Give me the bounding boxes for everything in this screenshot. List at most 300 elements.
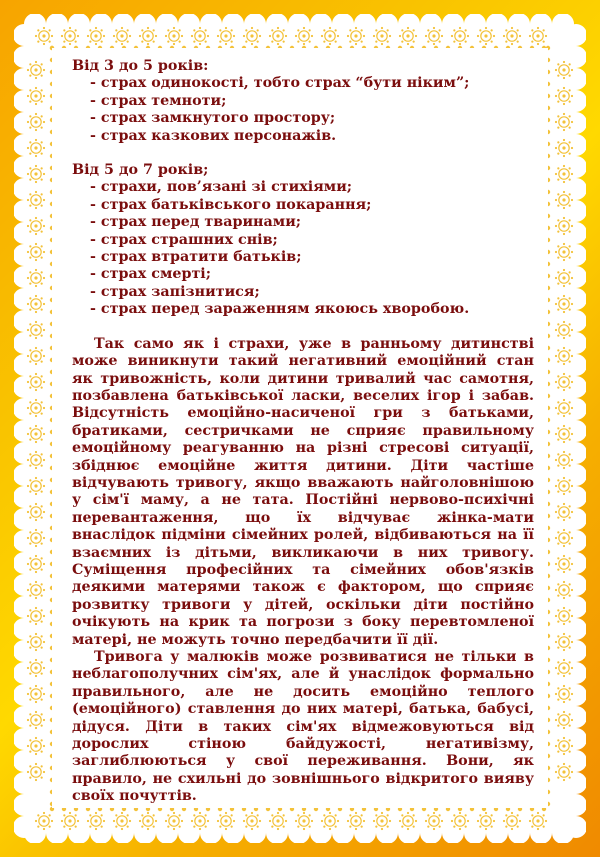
lace-dot	[569, 713, 571, 715]
lace-dot	[323, 41, 325, 43]
lace-dot	[309, 826, 311, 828]
lace-dot	[35, 217, 37, 219]
lace-dot	[555, 303, 557, 305]
lace-dot	[401, 826, 403, 828]
lace-dot	[557, 621, 559, 623]
lace-dot	[271, 29, 273, 31]
paragraph-anxiety: Так само як і страхи, уже в ранньому дитинстві може виникнути такий негативний емоційний стан як тривожність, коли дитини тривалий час самотня, позбавлена батьківської ласки, веселих ігор і забав. Відсутність емоційно-насиченої гри з батьками, братиками, сестричками не сприяє правильному емоційному реагуванню на різні стресові ситуації, збіднює емоційне життя дитини. Діти частіше відчувають тривогу, якщо вважають найголовнішою у сім'ї маму, а не тата. Постійні нервово-психічні перевантаження, що їх відчуває жінка-мати внаслідок підміни сімейних ролей, відбиваються на її взаємних із дітьми, викликаючи в них тривогу. Суміщення професійних та сімейних обов'язків деякими матерями також є фактором, що сприяє розвитку тривоги у дітей, оскільки діти постійно очікують на крик та погрози з боку перевтомленої матері, не можуть точно передбачити її дії.	[72, 335, 534, 648]
lace-dot	[563, 165, 565, 167]
lace-dot	[127, 826, 129, 828]
lace-dot	[35, 243, 37, 245]
lace-dot	[465, 29, 467, 31]
lace-dot	[41, 583, 43, 585]
lace-dot	[557, 725, 559, 727]
lace-dot	[77, 35, 79, 37]
lace-dot	[27, 615, 29, 617]
lace-dot	[285, 820, 287, 822]
lace-dot	[29, 75, 31, 77]
lace-dot	[35, 441, 37, 443]
lace-eyelet-center	[406, 819, 409, 822]
lace-dot	[563, 77, 565, 79]
lace-dot	[413, 41, 415, 43]
lace-dot	[121, 27, 123, 29]
lace-dot	[27, 719, 29, 721]
lace-eyelet-center	[34, 250, 37, 253]
lace-dot	[271, 826, 273, 828]
lace-dot	[511, 27, 513, 29]
lace-dot	[557, 569, 559, 571]
lace-dot	[27, 147, 29, 149]
lace-dot	[491, 29, 493, 31]
lace-dot	[569, 479, 571, 481]
lace-dot	[41, 387, 43, 389]
lace-dot	[225, 43, 227, 45]
lace-dot	[35, 571, 37, 573]
lace-dot	[361, 814, 363, 816]
lace-dot	[43, 407, 45, 409]
lace-dot	[29, 127, 31, 129]
lace-dot	[303, 828, 305, 830]
lace-scallop	[112, 14, 134, 35]
lace-dot	[569, 141, 571, 143]
lace-scallop	[442, 14, 464, 35]
lace-dot	[41, 777, 43, 779]
lace-eyelet-center	[562, 354, 565, 357]
lace-dot	[35, 87, 37, 89]
lace-dot	[155, 820, 157, 822]
lace-dot	[569, 283, 571, 285]
lace-eyelet-center	[34, 354, 37, 357]
lace-dot	[563, 477, 565, 479]
lace-dot	[35, 529, 37, 531]
lace-dot	[563, 503, 565, 505]
lace-scallop	[14, 68, 35, 90]
lace-dot	[35, 763, 37, 765]
lace-dot	[569, 673, 571, 675]
lace-dot	[557, 765, 559, 767]
lace-eyelet-center	[34, 588, 37, 591]
lace-dot	[29, 89, 31, 91]
lace-dot	[35, 737, 37, 739]
lace-dot	[35, 191, 37, 193]
lace-dot	[453, 826, 455, 828]
lace-eyelet-center	[562, 406, 565, 409]
lace-dot	[35, 139, 37, 141]
lace-dot	[29, 647, 31, 649]
lace-dot	[41, 297, 43, 299]
lace-dot	[27, 589, 29, 591]
lace-eyelet-center	[562, 588, 565, 591]
lace-dot	[569, 699, 571, 701]
lace-scallop	[310, 822, 332, 843]
lace-dot	[485, 828, 487, 830]
lace-dot	[505, 41, 507, 43]
lace-dot	[35, 207, 37, 209]
lace-dot	[231, 826, 233, 828]
lace-dot	[231, 29, 233, 31]
lace-dot	[453, 814, 455, 816]
lace-dot	[283, 29, 285, 31]
lace-dot	[479, 814, 481, 816]
lace-dot	[245, 29, 247, 31]
lace-dot	[297, 29, 299, 31]
lace-dot	[503, 35, 505, 37]
lace-dot	[41, 193, 43, 195]
lace-scallop	[14, 794, 35, 816]
lace-dot	[295, 35, 297, 37]
lace-dot	[29, 439, 31, 441]
lace-dot	[35, 233, 37, 235]
list-item: - страх перед зараженням якоюсь хворобою.	[90, 301, 470, 318]
lace-dot	[563, 649, 565, 651]
lace-dot	[41, 609, 43, 611]
lace-dot	[269, 820, 271, 822]
lace-dot	[557, 75, 559, 77]
lace-dot	[41, 569, 43, 571]
lace-dot	[555, 199, 557, 201]
lace-eyelet-center	[562, 614, 565, 617]
lace-dot	[43, 563, 45, 565]
age-section-3-5	[72, 58, 534, 145]
lace-dot	[557, 439, 559, 441]
lace-dot	[41, 219, 43, 221]
lace-dot	[563, 529, 565, 531]
lace-scallop	[156, 822, 178, 843]
lace-dot	[569, 309, 571, 311]
lace-dot	[569, 401, 571, 403]
lace-dot	[277, 828, 279, 830]
lace-dot	[41, 361, 43, 363]
lace-dot	[557, 167, 559, 169]
lace-dot	[543, 29, 545, 31]
lace-dot	[35, 753, 37, 755]
lace-dot	[193, 29, 195, 31]
lace-dot	[27, 511, 29, 513]
lace-dot	[75, 29, 77, 31]
lace-dot	[41, 283, 43, 285]
lace-eyelet-center	[562, 432, 565, 435]
lace-eyelet-center	[34, 666, 37, 669]
lace-dot	[557, 271, 559, 273]
lace-dot	[303, 27, 305, 29]
lace-dot	[451, 35, 453, 37]
lace-dot	[401, 41, 403, 43]
lace-dot	[245, 826, 247, 828]
lace-dot	[41, 101, 43, 103]
lace-dot	[101, 826, 103, 828]
lace-dot	[555, 459, 557, 461]
lace-dot	[557, 101, 559, 103]
lace-eyelet-center	[34, 120, 37, 123]
lace-dot	[141, 41, 143, 43]
lace-eyelet-center	[276, 819, 279, 822]
lace-dot	[35, 295, 37, 297]
lace-dot	[563, 217, 565, 219]
lace-dot	[259, 820, 261, 822]
lace-eyelet-center	[172, 819, 175, 822]
lace-dot	[129, 35, 131, 37]
lace-dot	[569, 777, 571, 779]
lace-scallop	[14, 618, 35, 640]
lace-scallop	[354, 822, 376, 843]
list-item: - страх втратити батьків;	[90, 249, 302, 266]
lace-dot	[35, 493, 37, 495]
lace-dot	[563, 555, 565, 557]
lace-dot	[555, 485, 557, 487]
lace-dot	[563, 545, 565, 547]
lace-scallop	[508, 822, 530, 843]
lace-dot	[555, 121, 557, 123]
lace-dot	[571, 485, 573, 487]
lace-dot	[35, 77, 37, 79]
lace-dot	[425, 35, 427, 37]
lace-dot	[569, 413, 571, 415]
lace-scallop	[222, 822, 244, 843]
lace-dot	[29, 517, 31, 519]
lace-dot	[555, 641, 557, 643]
lace-dot	[103, 35, 105, 37]
lace-dot	[35, 451, 37, 453]
lace-dot	[29, 739, 31, 741]
lace-dot	[43, 27, 45, 29]
lace-dot	[89, 29, 91, 31]
lace-eyelet-center	[34, 328, 37, 331]
lace-scallop	[14, 398, 35, 420]
lace-dot	[199, 43, 201, 45]
lace-dot	[563, 415, 565, 417]
lace-dot	[557, 491, 559, 493]
lace-dot	[49, 41, 51, 43]
lace-dot	[29, 297, 31, 299]
lace-dot	[41, 153, 43, 155]
lace-dot	[219, 41, 221, 43]
lace-dot	[115, 29, 117, 31]
lace-dot	[373, 35, 375, 37]
lace-dot	[571, 69, 573, 71]
lace-dot	[129, 820, 131, 822]
lace-dot	[193, 814, 195, 816]
lace-dot	[555, 433, 557, 435]
lace-dot	[303, 812, 305, 814]
lace-dot	[571, 277, 573, 279]
lace-dot	[355, 828, 357, 830]
fear-list	[72, 179, 534, 318]
lace-dot	[467, 820, 469, 822]
lace-dot	[29, 375, 31, 377]
lace-dot	[191, 820, 193, 822]
lace-dot	[257, 826, 259, 828]
lace-dot	[35, 61, 37, 63]
lace-dot	[193, 41, 195, 43]
lace-dot	[563, 623, 565, 625]
lace-dot	[505, 826, 507, 828]
lace-scallop	[222, 14, 244, 35]
lace-dot	[557, 179, 559, 181]
lace-dot	[571, 563, 573, 565]
lace-dot	[147, 27, 149, 29]
lace-dot	[243, 35, 245, 37]
lace-dot	[563, 61, 565, 63]
lace-eyelet-center	[562, 380, 565, 383]
lace-dot	[569, 297, 571, 299]
lace-dot	[569, 231, 571, 233]
lace-dot	[41, 335, 43, 337]
lace-dot	[43, 381, 45, 383]
lace-dot	[519, 35, 521, 37]
lace-dot	[75, 41, 77, 43]
lace-eyelet-center	[34, 640, 37, 643]
list-item: - страх темноти;	[90, 92, 227, 109]
lace-dot	[555, 69, 557, 71]
lace-dot	[27, 69, 29, 71]
lace-dot	[571, 329, 573, 331]
lace-scallop	[46, 14, 68, 35]
lace-dot	[323, 814, 325, 816]
lace-dot	[41, 465, 43, 467]
lace-dot	[569, 491, 571, 493]
lace-dot	[193, 826, 195, 828]
lace-dot	[35, 285, 37, 287]
lace-dot	[29, 765, 31, 767]
lace-dot	[363, 35, 365, 37]
lace-dot	[545, 820, 547, 822]
lace-scallop	[14, 728, 35, 750]
lace-eyelet-center	[198, 34, 201, 37]
lace-dot	[479, 41, 481, 43]
lace-dot	[95, 43, 97, 45]
lace-scallop	[565, 310, 586, 332]
lace-dot	[35, 659, 37, 661]
lace-dot	[205, 814, 207, 816]
lace-eyelet-center	[224, 34, 227, 37]
lace-dot	[35, 269, 37, 271]
lace-dot	[173, 828, 175, 830]
lace-dot	[563, 347, 565, 349]
lace-dot	[41, 127, 43, 129]
lace-dot	[569, 63, 571, 65]
lace-scallop	[14, 596, 35, 618]
lace-eyelet-center	[34, 458, 37, 461]
lace-dot	[563, 571, 565, 573]
lace-dot	[41, 751, 43, 753]
lace-dot	[43, 828, 45, 830]
lace-dot	[179, 41, 181, 43]
lace-dot	[557, 193, 559, 195]
lace-scallop	[398, 822, 420, 843]
lace-dot	[35, 701, 37, 703]
lace-dot	[27, 563, 29, 565]
lace-dot	[43, 355, 45, 357]
lace-eyelet-center	[34, 744, 37, 747]
lace-eyelet-center	[562, 328, 565, 331]
lace-dot	[569, 271, 571, 273]
lace-dot	[41, 713, 43, 715]
lace-dot	[95, 828, 97, 830]
lace-dot	[219, 814, 221, 816]
lace-dot	[555, 511, 557, 513]
lace-dot	[115, 814, 117, 816]
lace-dot	[571, 771, 573, 773]
lace-dot	[225, 812, 227, 814]
lace-eyelet-center	[42, 34, 45, 37]
lace-dot	[27, 121, 29, 123]
lace-dot	[389, 820, 391, 822]
lace-dot	[63, 41, 65, 43]
lace-dot	[555, 745, 557, 747]
lace-dot	[29, 453, 31, 455]
lace-dot	[557, 673, 559, 675]
lace-dot	[41, 141, 43, 143]
lace-scallop	[354, 14, 376, 35]
lace-dot	[43, 745, 45, 747]
list-item: - страх батьківського покарання;	[90, 196, 372, 213]
lace-scallop	[266, 14, 288, 35]
lace-dot	[35, 820, 37, 822]
lace-dot	[35, 337, 37, 339]
lace-dot	[283, 826, 285, 828]
lace-dot	[337, 35, 339, 37]
lace-dot	[27, 433, 29, 435]
lace-scallop	[14, 112, 35, 134]
lace-dot	[557, 453, 559, 455]
lace-dot	[41, 309, 43, 311]
lace-dot	[277, 43, 279, 45]
lace-dot	[271, 814, 273, 816]
lace-dot	[27, 225, 29, 227]
lace-dot	[427, 814, 429, 816]
lace-dot	[29, 141, 31, 143]
lace-dot	[557, 687, 559, 689]
lace-scallop	[565, 816, 586, 838]
lace-dot	[35, 181, 37, 183]
lace-dot	[35, 555, 37, 557]
lace-dot	[563, 103, 565, 105]
lace-dot	[41, 517, 43, 519]
lace-dot	[173, 43, 175, 45]
lace-dot	[69, 27, 71, 29]
lace-dot	[375, 29, 377, 31]
lace-dot	[355, 812, 357, 814]
lace-dot	[537, 828, 539, 830]
lace-dot	[49, 814, 51, 816]
list-item: - страх перед тваринами;	[90, 214, 302, 231]
list-item: - страх страшних снів;	[90, 231, 278, 248]
lace-dot	[555, 225, 557, 227]
lace-dot	[41, 245, 43, 247]
lace-dot	[147, 828, 149, 830]
lace-eyelet-center	[34, 302, 37, 305]
lace-dot	[427, 41, 429, 43]
lace-dot	[29, 713, 31, 715]
lace-dot	[35, 597, 37, 599]
lace-dot	[27, 95, 29, 97]
lace-dot	[557, 635, 559, 637]
lace-eyelet-center	[354, 819, 357, 822]
lace-dot	[29, 257, 31, 259]
lace-dot	[557, 609, 559, 611]
lace-dot	[517, 814, 519, 816]
lace-dot	[557, 205, 559, 207]
lace-dot	[555, 329, 557, 331]
lace-dot	[217, 35, 219, 37]
lace-eyelet-center	[380, 819, 383, 822]
lace-dot	[251, 43, 253, 45]
lace-dot	[569, 687, 571, 689]
lace-eyelet-center	[562, 536, 565, 539]
lace-dot	[425, 820, 427, 822]
lace-scallop	[565, 684, 586, 706]
lace-dot	[127, 814, 129, 816]
